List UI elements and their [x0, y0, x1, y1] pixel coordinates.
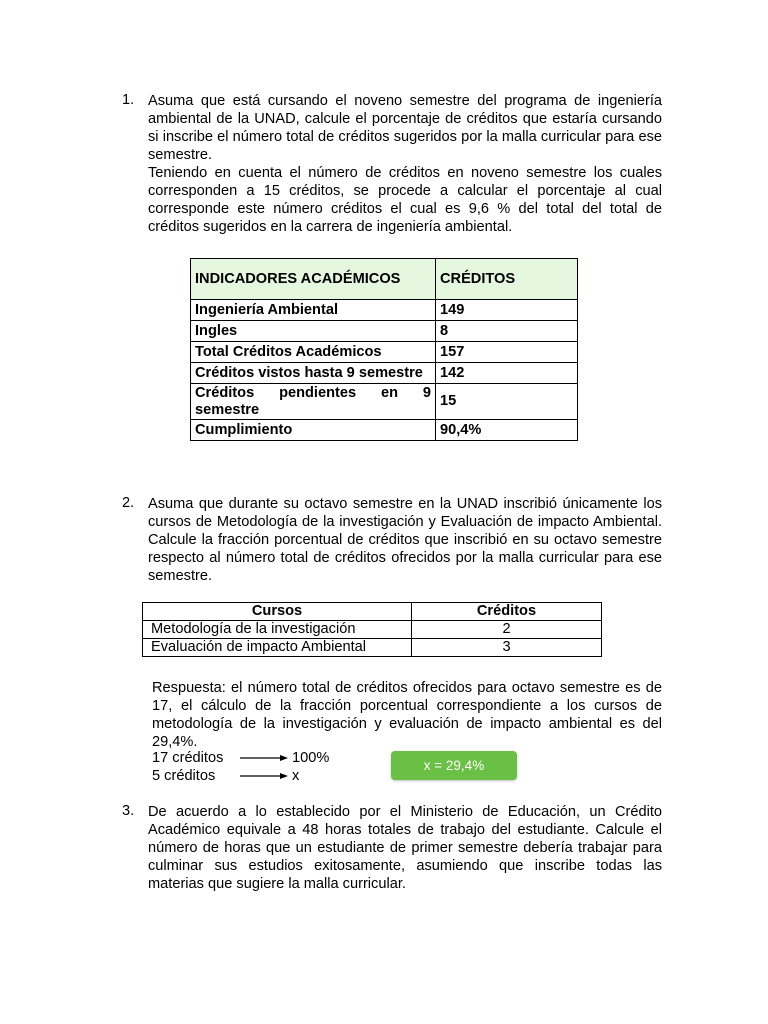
table-cell-value: 149: [436, 300, 578, 321]
table-cell-label: Cumplimiento: [191, 420, 436, 441]
table-row: [191, 342, 578, 363]
table-row: [191, 300, 578, 321]
table-header-courses: Cursos: [143, 603, 412, 621]
table-header-credits: CRÉDITOS: [436, 259, 578, 300]
table-cell-credits: 3: [412, 639, 602, 657]
table-cell-label-line2: semestre: [195, 401, 260, 418]
table-header-indicators: INDICADORES ACADÉMICOS: [191, 259, 436, 300]
table-cell-label: [191, 384, 436, 420]
table-cell-course: Metodología de la investigación: [143, 621, 412, 639]
table-cell-label: Ingeniería Ambiental: [191, 300, 436, 321]
table-cell-label: Créditos vistos hasta 9 semestre: [191, 363, 436, 384]
table-header-row: [191, 259, 578, 300]
question-1: [122, 92, 662, 236]
table-cell-value: 15: [436, 384, 578, 420]
response-paragraph: Respuesta: el número total de créditos ofrecidos para octavo semestre es de 17, el cálculo de la fracción porcentual correspondiente a los cursos de metodología de la investigación y evaluación de impacto ambiental es del 29,4%.: [152, 680, 662, 750]
table-cell-credits: 2: [412, 621, 602, 639]
table-cell-value: 90,4%: [436, 420, 578, 441]
question-3: [122, 803, 662, 893]
question-2-number: 2.: [122, 495, 135, 511]
table-cell-value: 157: [436, 342, 578, 363]
table-cell-label: Ingles: [191, 321, 436, 342]
question-1-text: Asuma que está cursando el noveno semestre del programa de ingeniería ambiental de la UNAD, calcule el porcentaje de créditos que estaría cursando si inscribe el número total de créditos sugeridos por la malla curricular para ese semestre.: [148, 93, 662, 163]
proportion-right-2: x: [292, 768, 300, 784]
result-box: x = 29,4%: [391, 751, 517, 780]
question-1-answer: Teniendo en cuenta el número de créditos en noveno semestre los cuales corresponden a 15 créditos, se procede a calcular el porcentaje al cual corresponde este número créditos el cual es 9,6 % del total del total de créditos sugeridos en la carrera de ingeniería ambiental.: [148, 165, 662, 235]
table-row: [143, 621, 602, 639]
table-header-credits: Créditos: [412, 603, 602, 621]
table-row: [191, 363, 578, 384]
table-cell-course: Evaluación de impacto Ambiental: [143, 639, 412, 657]
question-2: [122, 495, 662, 585]
question-1-number: 1.: [122, 92, 135, 108]
table-cell-label-line1: Créditos pendientes en 9: [195, 384, 431, 401]
academic-indicators-table: [190, 258, 578, 441]
question-2-text: Asuma que durante su octavo semestre en la UNAD inscribió únicamente los cursos de Metodología de la investigación y Evaluación de impacto Ambiental. Calcule la fracción porcentual de créditos que inscribió en su octavo semestre respecto al número total de créditos ofrecidos por la malla curricular para ese semestre.: [148, 496, 662, 584]
table-header-row: [143, 603, 602, 621]
arrow-right-icon: [240, 773, 288, 779]
table-cell-label: Total Créditos Académicos: [191, 342, 436, 363]
proportion-right-1: 100%: [292, 750, 330, 766]
table-row: [191, 321, 578, 342]
table-row: [143, 639, 602, 657]
question-3-text: De acuerdo a lo establecido por el Ministerio de Educación, un Crédito Académico equivale a 48 horas totales de trabajo del estudiante. Calcule el número de horas que un estudiante de primer semestre debería trabajar para culminar sus estudios exitosamente, asumiendo que inscribe todas las materias que sugiere la malla curricular.: [148, 804, 662, 892]
arrow-right-icon: [240, 755, 288, 761]
table-row: [191, 420, 578, 441]
proportion-left-2: 5 créditos: [152, 768, 216, 784]
table-row: [191, 384, 578, 420]
question-3-number: 3.: [122, 803, 135, 819]
table-cell-value: 8: [436, 321, 578, 342]
courses-table: [142, 602, 602, 657]
proportion-left-1: 17 créditos: [152, 750, 224, 766]
table-cell-value: 142: [436, 363, 578, 384]
